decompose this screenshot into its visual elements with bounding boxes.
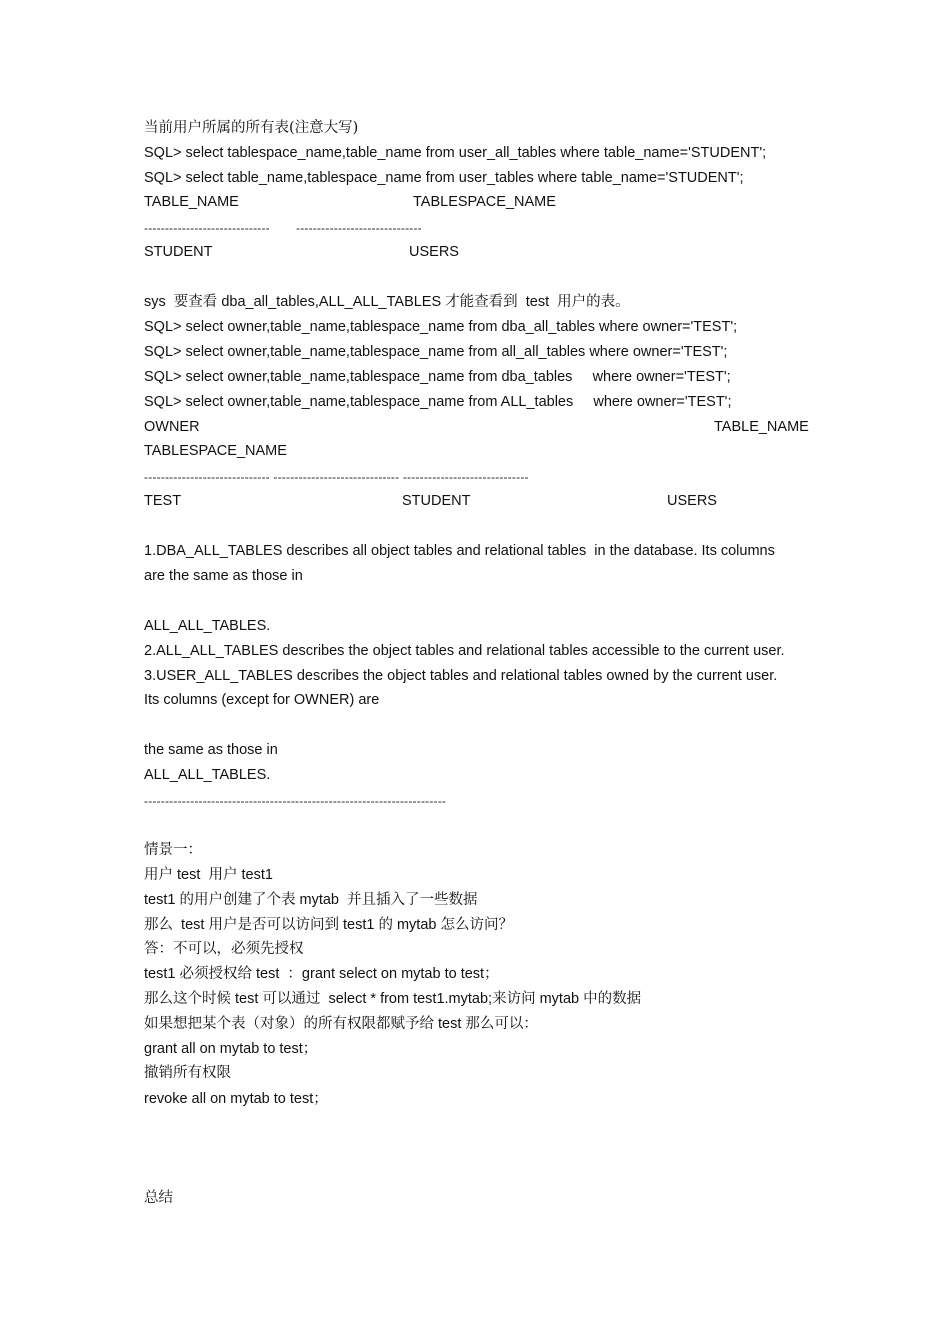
result-divider: ------------------------------ <box>296 221 422 235</box>
result-value: STUDENT <box>402 493 471 509</box>
summary-title: 总结 <box>144 1190 173 1206</box>
result-divider: ------------------------------ ------------------------------ ------------------------------ <box>144 470 529 484</box>
result-value: TEST <box>144 493 182 509</box>
result-header-tablespace-name: TABLESPACE_NAME <box>144 443 287 459</box>
note-1-cont: are the same as those in <box>144 568 303 584</box>
scenario-line: grant all on mytab to test； <box>144 1041 318 1057</box>
result-header-owner: OWNER <box>144 419 200 435</box>
note-3: 3.USER_ALL_TABLES describes the object tables and relational tables owned by the current user. <box>144 668 778 684</box>
note-3-cont: Its columns (except for OWNER) are <box>144 692 380 708</box>
scenario-line: 撤销所有权限 <box>144 1065 231 1081</box>
sql-line: SQL> select owner,table_name,tablespace_name from dba_all_tables where owner='TEST'; <box>144 319 738 335</box>
section2-intro: sys 要查看 dba_all_tables,ALL_ALL_TABLES 才能查看到 test 用户的表。 <box>144 294 630 310</box>
result-header-tablespace-name: TABLESPACE_NAME <box>413 194 556 210</box>
sql-line: SQL> select table_name,tablespace_name from user_tables where table_name='STUDENT'; <box>144 170 744 186</box>
scenario-line: 那么 test 用户是否可以访问到 test1 的 mytab 怎么访问？ <box>144 917 513 933</box>
section1-heading: 当前用户所属的所有表(注意大写) <box>144 120 359 136</box>
scenario-line: 用户 test 用户 test1 <box>144 867 273 883</box>
scenario-line: test1 的用户创建了个表 mytab 并且插入了一些数据 <box>144 892 478 908</box>
result-value: USERS <box>409 244 459 260</box>
scenario-line: revoke all on mytab to test； <box>144 1091 328 1107</box>
sql-line: SQL> select owner,table_name,tablespace_name from dba_tables where owner='TEST'; <box>144 369 731 385</box>
note-1: 1.DBA_ALL_TABLES describes all object tables and relational tables in the database. Its columns <box>144 543 775 559</box>
note-3-cont: the same as those in <box>144 742 278 758</box>
scenario-line: 如果想把某个表（对象）的所有权限都赋予给 test 那么可以： <box>144 1016 538 1032</box>
scenario-line: 那么这个时候 test 可以通过 select * from test1.mytab;来访问 mytab 中的数据 <box>144 991 642 1007</box>
result-divider: ------------------------------ <box>144 221 270 235</box>
section-divider: ------------------------------------------------------------------------ <box>144 794 447 808</box>
note-1-cont: ALL_ALL_TABLES. <box>144 618 271 634</box>
scenario-title: 情景一： <box>144 842 202 858</box>
sql-line: SQL> select owner,table_name,tablespace_name from ALL_tables where owner='TEST'; <box>144 394 732 410</box>
result-header-table-name: TABLE_NAME <box>144 194 239 210</box>
scenario-line: 答：不可以，必须先授权 <box>144 941 304 957</box>
result-value: STUDENT <box>144 244 213 260</box>
result-header-table-name: TABLE_NAME <box>714 419 809 435</box>
scenario-line: test1 必须授权给 test ：grant select on mytab to test； <box>144 966 499 982</box>
result-value: USERS <box>667 493 717 509</box>
note-3-cont: ALL_ALL_TABLES. <box>144 767 271 783</box>
sql-line: SQL> select tablespace_name,table_name from user_all_tables where table_name='STUDENT'; <box>144 145 767 161</box>
sql-line: SQL> select owner,table_name,tablespace_name from all_all_tables where owner='TEST'; <box>144 344 728 360</box>
note-2: 2.ALL_ALL_TABLES describes the object tables and relational tables accessible to the current user. <box>144 643 785 659</box>
